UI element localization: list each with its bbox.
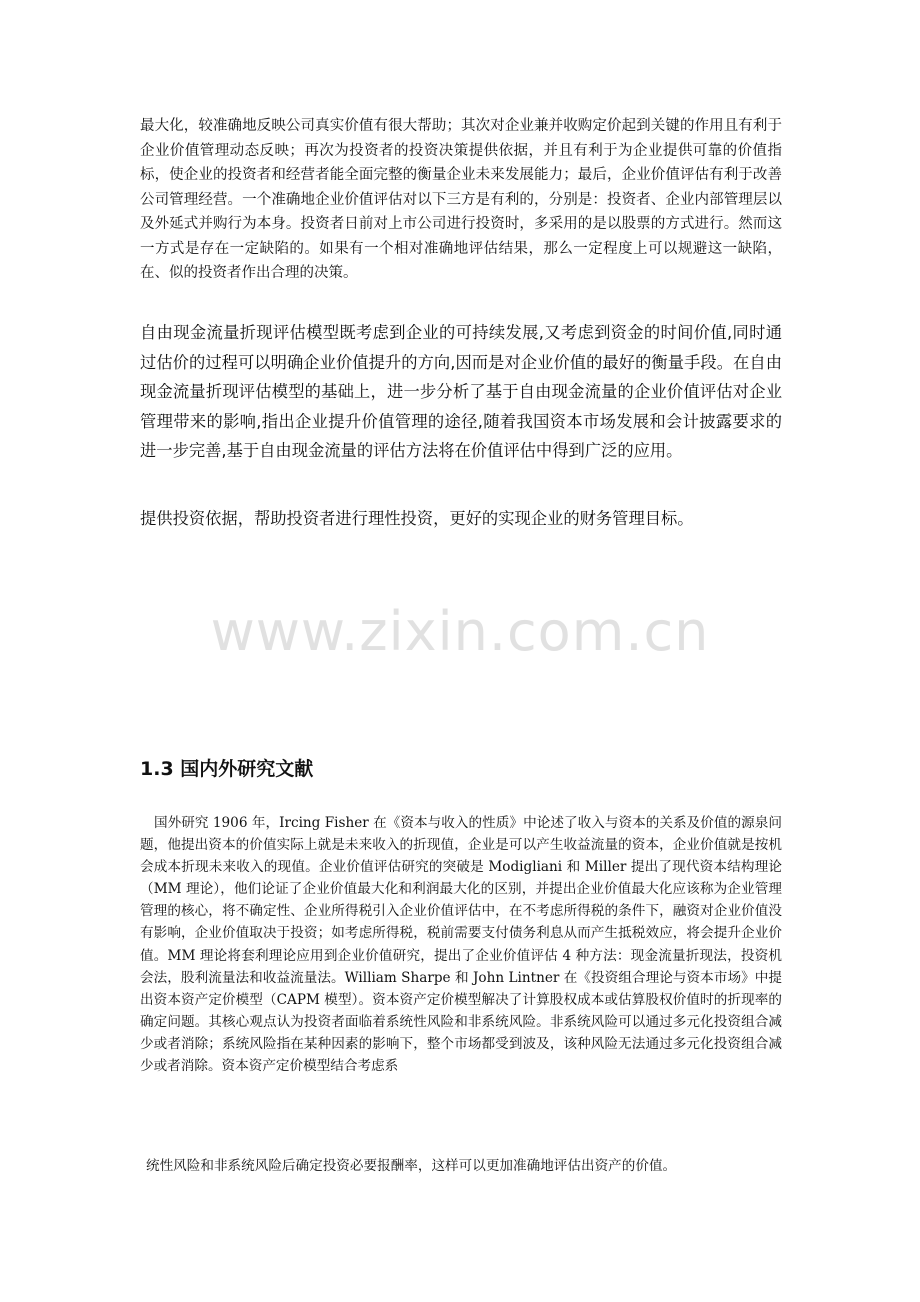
section-heading: 1.3 国内外研究文献 [140, 758, 314, 780]
body-paragraph-2: 自由现金流量折现评估模型既考虑到企业的可持续发展,又考虑到资金的时间价值,同时通过估价的过程可以明确企业价值提升的方向,因而是对企业价值的最好的衡量手段。在自由现金流量折现评估模型的基础上，进一步分析了基于自由现金流量的企业价值评估对企业管理带来的影响,指出企业提升价值管理的途径,随着我国资本市场发展和会计披露要求的进一步完善,基于自由现金流量的评估方法将在价值评估中得到广泛的应用。 [140, 323, 782, 460]
body-paragraph-3: 提供投资依据，帮助投资者进行理性投资，更好的实现企业的财务管理目标。 [140, 509, 694, 528]
body-paragraph-4: 国外研究 1906 年，Ircing Fisher 在《资本与收入的性质》中论述了收入与资本的关系及价值的源泉问题，他提出资本的价值实际上就是未来收入的折现值，企业是可以产生收益流量的资本，企业价值就是按机会成本折现未来收入的现值。企业价值评估研究的突破是 Modigliani 和 Miller 提出了现代资本结构理论（MM 理论），他们论证了企业价值最大化和利润最大化的区别，并提出企业价值最大化应该称为企业管理管理的核心，将不确定性、企业所得税引入企业价值评估中，在不考虑所得税的条件下，融资对企业价值没有影响，企业价值取决于投资；如考虑所得税，税前需要支付债务利息从而产生抵税效应，将会提升企业价值。MM 理论将套利理论应用到企业价值研究，提出了企业价值评估 4 种方法：现金流量折现法，投资机会法，股利流量法和收益流量法。William Sharpe 和 John Lintner 在《投资组合理论与资本市场》中提出资本资产定价模型（CAPM 模型）。资本资产定价模型解决了计算股权成本或估算股权价值时的折现率的确定问题。其核心观点认为投资者面临着系统性风险和非系统风险。非系统风险可以通过多元化投资组合减少或者消除；系统风险指在某种因素的影响下，整个市场都受到波及，该种风险无法通过多元化投资组合减少或者消除。资本资产定价模型结合考虑系 [140, 815, 782, 1075]
watermark: www.zixin.com.cn [210, 600, 710, 663]
body-paragraph-5: 统性风险和非系统风险后确定投资必要报酬率，这样可以更加准确地评估出资产的价值。 [146, 1158, 677, 1174]
body-paragraph-1: 最大化，较准确地反映公司真实价值有很大帮助；其次对企业兼并收购定价起到关键的作用且有利于企业价值管理动态反映；再次为投资者的投资决策提供依据，并且有利于为企业提供可靠的价值指标，使企业的投资者和经营者能全面完整的衡量企业未来发展能力；最后，企业价值评估有利于改善公司管理经营。一个准确地企业价值评估对以下三方是有利的，分别是：投资者、企业内部管理层以及外延式并购行为本身。投资者日前对上市公司进行投资时，多采用的是以股票的方式进行。然而这一方式是存在一定缺陷的。如果有一个相对准确地评估结果，那么一定程度上可以规避这一缺陷，在、似的投资者作出合理的决策。 [140, 118, 782, 281]
